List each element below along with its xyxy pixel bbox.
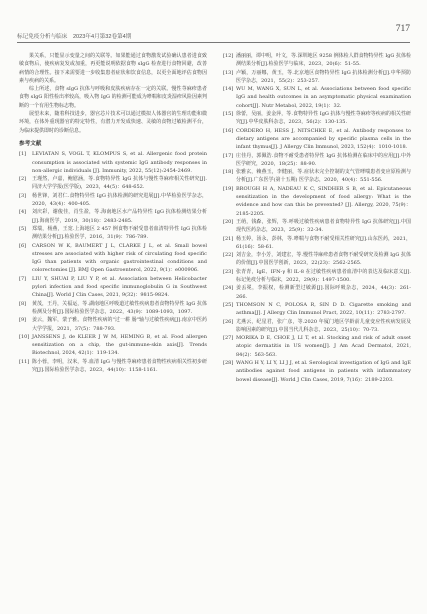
body-paragraph: 果关系，只能显示变量之间的关联等。如果能通过食物激发试验确认患者进食致敏食物后，使疾病复发或加重，再更能说明依据食物 sIgG 检查进行食物回避，改善病情的合理性。接下来需要进一步收集患者症状和饮食信息，以更全面地评估食物因素与疾病的关系。 bbox=[19, 53, 207, 84]
reference-text: CORDERO H, HESS J, NITSCHKE E, et al. Antibody responses to dietary antigens are accompanied by specific plasma cells in the infant thymus[J]. J Allergy Clin Immunol, 2023, 152(4)：1010-1018. bbox=[236, 127, 411, 151]
reference-item bbox=[223, 185, 411, 218]
reference-number: [4] bbox=[19, 209, 27, 216]
reference-text: 徐蕾，吴丽，姜金萍，等.食物特异性 IgG 抗体与慢性荨麻疹等疾病的相关性研究[J].中华皮肤科杂志，2023，56(2)：130-135. bbox=[236, 111, 411, 126]
reference-text: LIU Y, SHUAI P, LIU Y P, et al. Association between Helicobacter pylori infection and food specific immunoglobulin G in Southwest China[J]. World J Clin Cases, 2021, 9(32)：9815-9824. bbox=[32, 275, 207, 299]
reference-item bbox=[223, 218, 411, 235]
reference-text: WU M, WANG X, SUN L, et al. Associations between food specific IgG and health outcomes in an asymptomatic physical examination cohort[J]. Nutr Metabol, 2022, 19(1)：32. bbox=[236, 86, 411, 109]
reference-item bbox=[223, 301, 411, 318]
reference-number: [11] bbox=[19, 358, 30, 365]
reference-item bbox=[19, 175, 207, 192]
reference-text: 潘丽丽，谭中明，叶文，等.深圳地区 9258 例体检人群食物特异性 IgG 抗体检测结果分析[J].检验医学与临床，2023，20(6)：51-55. bbox=[236, 53, 411, 68]
reference-text: 尤燕云，纪星君，张广彦，等.2020 年厦门地区学龄前儿童变应性疾病发展及影响因素的研究[J].中国当代儿科杂志，2023，25(10)：70-73. bbox=[236, 318, 411, 333]
reference-item bbox=[223, 235, 411, 252]
reference-number: [13] bbox=[223, 69, 234, 76]
reference-item bbox=[223, 52, 411, 69]
reference-text: BROUGH H A, NADEAU K C, SINDHER S B, et al. Epicutaneous sensitization in the development of food allergy: What is the evidence and how can this be prevented? [J]. Allergy, 2020, 75(9)：2185-2205. bbox=[236, 185, 411, 217]
reference-text: 庄佳丹，郭佩浩.食物不耐受患者特异性 IgG 抗体检测在临床中的应用[J].中外医学研究，2020，18(25)：88-90. bbox=[236, 152, 411, 167]
reference-text: 姜云，魏军，蒙子雅。食物性疾病的"过一耕 肠"轴与过敏性疾病[J].南京中医药大学学报，2021，37(5)：788-793. bbox=[32, 317, 207, 332]
reference-number: [16] bbox=[223, 127, 234, 134]
reference-text: 王萌，钱森，张辉，等.呼吸过敏性疾病患者食物特异性 IgG 抗体研究[J].中国现代医药杂志，2023，25(9)：32-34. bbox=[236, 218, 411, 234]
reference-number: [22] bbox=[223, 252, 234, 259]
reference-item bbox=[19, 333, 207, 358]
reference-number: [6] bbox=[19, 242, 27, 249]
reference-number: [27] bbox=[223, 335, 234, 342]
reference-text: LEVIATAN S, VOGL T, KLOMPUS S, et al. Allergenic food protein consumption is associated with systemic IgG antibody responses in non-allergic individuals [J]. Immunity, 2022, 55(12):2454-2469. bbox=[32, 151, 207, 174]
reference-text: 黄茂，王丹，关福运，等.湖南地区呼吸道过敏性疾病患者食物特异性 IgG 抗体检测及分析[J].国际检验医学杂志，2022，43(9)：1089-1093，1097. bbox=[32, 300, 207, 315]
reference-item bbox=[223, 110, 411, 127]
reference-list bbox=[19, 150, 207, 374]
reference-number: [24] bbox=[223, 285, 234, 292]
reference-text: 郑瑞，杨燕，王宽.上海地区 2 457 例食物不耐受患者血清特异性 IgG 抗体检测结果分析[J].检验医学，2016，31(9)：786-789. bbox=[32, 225, 207, 241]
reference-text: 刘庆彩，谢俊佳，肖生盈，等.海南地区水产品特异性 IgG 抗体检测结果分析[J].海南医学，2019，30(18)：2483-2485. bbox=[32, 209, 207, 224]
reference-text: 陈小蓉，李明，汉米，等.血清 IgG 与慢性荨麻疹患者食物性疾病相关性初步研究[J].国际检验医学杂志，2023，44(10)：1158-1161. bbox=[32, 358, 207, 373]
reference-text: 张雅玄，赖燕玉，李健丽，等.症状未完全控制的支气管哮喘患者变应原检测与分析[J].广东医学(第十五期) 医学杂志，2020，40(4)：551-556. bbox=[236, 169, 411, 184]
reference-number: [20] bbox=[223, 218, 234, 225]
reference-item bbox=[19, 358, 207, 375]
reference-number: [23] bbox=[223, 268, 234, 275]
reference-item bbox=[223, 69, 411, 86]
reference-item bbox=[223, 85, 411, 110]
reference-item bbox=[19, 225, 207, 242]
reference-item bbox=[223, 268, 411, 285]
reference-item bbox=[19, 300, 207, 317]
reference-number: [28] bbox=[223, 359, 234, 366]
reference-text: 刘吉金，李小芳，刘建宏，等.慢性荨麻疹患者食物不耐受研究及检测 IgG 抗体的价值[J].中国医学创新，2023，22(23)：2562-2565. bbox=[236, 252, 411, 267]
reference-text: THOMSON N C, POLOSA R, SIN D D. Cigarette smoking and asthma[J]. J Allergy Clin Immunol Pract, 2022, 10(11)：2783-2797. bbox=[236, 301, 411, 317]
reference-number: [19] bbox=[223, 185, 234, 192]
page-number: 717 bbox=[395, 24, 410, 34]
reference-text: WANG H Y, LI Y, LI J J, et al. Serological investigation of IgG and IgE antibodies against food antigens in patients with inflammatory bowel disease[J]. World J Clin Cases, 2019, 7(16)：2189-2203. bbox=[236, 359, 411, 383]
reference-number: [21] bbox=[223, 235, 234, 242]
running-header bbox=[17, 24, 410, 43]
reference-number: [2] bbox=[19, 176, 27, 183]
reference-text: 王瑾然，卢嘉，鲍慰涵，等.食物特异性 IgG 抗体与慢性荨麻疹相关性研究[J].同济大学学报(医学版)，2023，44(5)：648-652. bbox=[32, 176, 207, 191]
reference-item bbox=[223, 284, 411, 301]
reference-text: 姜丢冕，李振权，检测新型过敏源[J].国际呼吸杂志，2024，44(3)：261-266. bbox=[236, 285, 411, 300]
body-paragraph: 综上所述，食物 sIgG 抗体与呼吸和皮肤疾病存在一定的关联。慢性荨麻疹患者食物 sIgG 阳性检出率较高，吸入物 IgG 的检测可能成为哮喘和皮炎湿疹风险因素判断的一个有用生物标志物。 bbox=[19, 86, 207, 109]
reference-number: [1] bbox=[19, 151, 27, 158]
reference-item bbox=[223, 152, 411, 169]
reference-text: JANSSENS J, de KLEER J W M, HEMING B, et al. Food allergen sensitization on a chip, the gut-immune-skin axis[J]. Trends Biotechnol, 2024, 42(1)：119-134. bbox=[32, 333, 207, 357]
reference-text: 张青青，IgE、IFN-γ 和 IL-8 在过敏性疾病患者血清中的表达及临床意义[J].标记免疫分析与临床，2022，29(9)：1497-1500. bbox=[236, 268, 411, 284]
reference-number: [8] bbox=[19, 300, 27, 307]
reference-item bbox=[19, 208, 207, 225]
reference-item bbox=[19, 242, 207, 275]
body-paragraph: 展望未来，随着科技进步，器官芯片技术可以通过模拟人体器官的生理功能和微环境，在体外重现器官的特定特性，有潜力开发成快速、灵敏的食物过敏检测平台，为临床提供即时的诊断信息。 bbox=[19, 111, 207, 134]
reference-item bbox=[223, 334, 411, 359]
reference-text: MORIKA D E, CHOE J, LI T, et al. Stocking and risk of adult onset atopic dermatitis in US women[J]. J Am Acad Dermatol, 2021, 84(2)：563-563. bbox=[236, 335, 411, 358]
reference-number: [18] bbox=[223, 169, 234, 176]
reference-number: [7] bbox=[19, 275, 27, 282]
reference-item bbox=[19, 192, 207, 209]
reference-number: [3] bbox=[19, 192, 27, 199]
reference-text: 杨世锋，刘君仁.食物特异性 IgG 抗体检测的研究进展[J].中华检验医学杂志，2020，43(4)：400-405. bbox=[32, 192, 207, 208]
reference-number: [5] bbox=[19, 225, 27, 232]
journal-title: 标记免疫分析与临床 2023年4月第32卷第4期 bbox=[17, 34, 132, 40]
reference-item bbox=[19, 316, 207, 333]
reference-text: CARSON W K, BAUMERT J L, CLARKE J L, et al. Small bowel stresses are associated with higher risk of circulating food specific IgG than patients with organic gastrointestinal conditions and colorectomies [J]. BMJ Open Gastroenterol, 2022, 9(1)：e000906. bbox=[32, 242, 207, 274]
reference-text: 卢颖，万丽娜，黄玉，等.北京地区食物特异性 IgG 抗体检测分析[J].中华预防医学杂志，2021，55(2)：253-257. bbox=[236, 69, 411, 84]
references-heading: 参考文献 bbox=[19, 140, 42, 147]
reference-item bbox=[223, 359, 411, 384]
reference-item bbox=[19, 275, 207, 300]
reference-number: [26] bbox=[223, 318, 234, 325]
reference-number: [12] bbox=[223, 53, 234, 59]
reference-number: [17] bbox=[223, 152, 234, 159]
reference-number: [9] bbox=[19, 317, 27, 324]
reference-number: [15] bbox=[223, 111, 234, 118]
reference-number: [25] bbox=[223, 301, 234, 308]
reference-item bbox=[223, 168, 411, 185]
reference-number: [14] bbox=[223, 86, 234, 93]
reference-number: [10] bbox=[19, 333, 30, 340]
reference-item bbox=[19, 150, 207, 175]
reference-item bbox=[223, 318, 411, 335]
reference-list bbox=[223, 52, 411, 384]
reference-item bbox=[223, 127, 411, 152]
left-column bbox=[19, 52, 207, 374]
right-column bbox=[223, 52, 411, 384]
reference-text: 杨玉婷，汤永，彭林，等.哮喘与食物不耐受相关性研究[J].山东医药，2021，61(16)：58-61. bbox=[236, 235, 411, 250]
reference-item bbox=[223, 251, 411, 268]
